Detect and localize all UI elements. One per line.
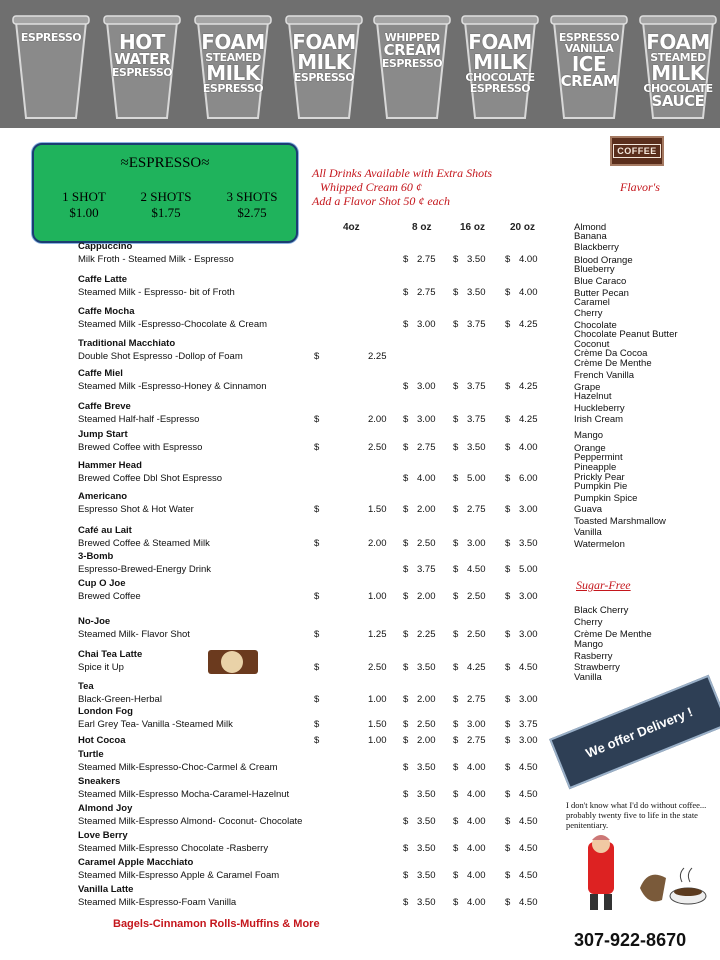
price-p20: 4.25 <box>519 319 538 330</box>
price-p20: 3.75 <box>519 719 538 730</box>
flavor-item: Peppermint <box>574 452 623 463</box>
price-currency: $ <box>403 816 409 827</box>
menu-item-name: Almond Joy <box>78 803 133 814</box>
price-currency: $ <box>403 591 409 602</box>
menu-item-desc: Double Shot Espresso -Dollop of Foam <box>78 351 243 362</box>
price-p8: 3.50 <box>417 870 436 881</box>
latte-art-photo <box>208 650 258 674</box>
price-p16: 3.50 <box>467 254 486 265</box>
cup-word: MILK <box>297 50 351 74</box>
price-currency: $ <box>505 694 511 705</box>
price-p8: 3.50 <box>417 843 436 854</box>
cup-word: MILK <box>651 61 705 85</box>
flavor-item: Guava <box>574 504 602 515</box>
flavor-item: French Vanilla <box>574 370 635 381</box>
price-p16: 4.25 <box>467 662 486 673</box>
price-currency: $ <box>314 414 320 425</box>
price-p4: 2.00 <box>368 414 387 425</box>
menu-item-desc: Brewed Coffee with Espresso <box>78 442 203 453</box>
price-currency: $ <box>505 473 511 484</box>
delivery-banner: We offer Delivery ! <box>549 675 720 790</box>
flavor-item: Orange <box>574 443 606 454</box>
menu-item-desc: Steamed Half-half -Espresso <box>78 414 200 425</box>
price-p20: 5.00 <box>519 564 538 575</box>
price-currency: $ <box>314 629 320 640</box>
price-currency: $ <box>453 442 459 453</box>
price-p20: 4.00 <box>519 287 538 298</box>
cup-word: MILK <box>473 50 527 74</box>
price-p16: 3.75 <box>467 319 486 330</box>
price-currency: $ <box>453 762 459 773</box>
espresso-shot-3: 3 SHOTS $2.75 <box>226 189 278 220</box>
banner-cup <box>12 14 90 122</box>
flavor-item: Blackberry <box>574 242 619 253</box>
flavor-item: Huckleberry <box>574 403 625 414</box>
flavor-item: Caramel <box>574 297 610 308</box>
flavor-item: Pumpkin Spice <box>574 493 638 504</box>
price-p20: 4.50 <box>519 816 538 827</box>
price-currency: $ <box>505 762 511 773</box>
price-currency: $ <box>505 591 511 602</box>
price-currency: $ <box>505 254 511 265</box>
price-currency: $ <box>505 381 511 392</box>
price-p4: 2.00 <box>368 538 387 549</box>
flavor-item: Blueberry <box>574 264 615 275</box>
price-currency: $ <box>505 629 511 640</box>
price-p16: 4.00 <box>467 789 486 800</box>
price-p16: 4.00 <box>467 816 486 827</box>
price-currency: $ <box>403 843 409 854</box>
banner-cup <box>639 14 717 122</box>
phone-number: 307-922-8670 <box>574 930 687 950</box>
menu-item-name: Turtle <box>78 749 104 760</box>
banner-cup <box>285 14 363 122</box>
cup-word: ESPRESSO <box>381 57 443 70</box>
price-currency: $ <box>403 414 409 425</box>
col-16oz: 16 oz <box>460 222 486 233</box>
price-p8: 2.25 <box>417 629 436 640</box>
price-currency: $ <box>453 473 459 484</box>
flavor-item: Pineapple <box>574 462 617 473</box>
col-4oz: 4oz <box>343 222 360 233</box>
menu-item-name: Café au Lait <box>78 525 132 536</box>
flavor-item: Chocolate <box>574 320 617 331</box>
cup-word: ESPRESSO <box>20 31 82 44</box>
price-p20: 4.50 <box>519 843 538 854</box>
cup-word: VANILLA <box>564 42 614 55</box>
espresso-price-box <box>32 143 298 243</box>
price-currency: $ <box>403 735 409 746</box>
price-currency: $ <box>314 351 320 362</box>
menu-item-name: Love Berry <box>78 830 128 841</box>
coffee-quote: I don't know what I'd do without coffee... probably twenty five to life in the state penitentiary. <box>566 800 707 830</box>
price-p8: 2.75 <box>417 254 436 265</box>
price-p20: 4.50 <box>519 662 538 673</box>
price-p8: 3.50 <box>417 789 436 800</box>
menu-item-name: Caffe Miel <box>78 368 123 379</box>
banner-cup <box>194 14 272 122</box>
price-p4: 2.50 <box>368 662 387 673</box>
espresso-shot-1: 1 SHOT $1.00 <box>62 189 106 220</box>
menu-item-desc: Steamed Milk-Espresso Apple & Caramel Foam <box>78 870 280 881</box>
price-currency: $ <box>403 870 409 881</box>
sugar-free-title: Sugar-Free <box>576 578 631 592</box>
price-p16: 4.00 <box>467 762 486 773</box>
price-currency: $ <box>505 414 511 425</box>
price-currency: $ <box>453 897 459 908</box>
menu-item-name: 3-Bomb <box>78 551 114 562</box>
price-currency: $ <box>505 538 511 549</box>
price-p16: 2.75 <box>467 504 486 515</box>
menu-item-name: Jump Start <box>78 429 128 440</box>
sugar-free-item: Mango <box>574 639 604 650</box>
price-currency: $ <box>403 564 409 575</box>
menu-item-desc: Brewed Coffee Dbl Shot Espresso <box>78 473 222 484</box>
flavor-item: Almond <box>574 222 607 233</box>
price-currency: $ <box>505 504 511 515</box>
menu-item-name: Chai Tea Latte <box>78 649 143 660</box>
menu-item-desc: Steamed Milk- Flavor Shot <box>78 629 190 640</box>
price-p20: 3.00 <box>519 694 538 705</box>
price-p4: 1.50 <box>368 504 387 515</box>
price-currency: $ <box>314 591 320 602</box>
menu-item-name: Hot Cocoa <box>78 735 126 746</box>
price-p8: 2.00 <box>417 591 436 602</box>
price-currency: $ <box>403 442 409 453</box>
flavor-item: Hazelnut <box>574 391 612 402</box>
flavor-item: Butter Pecan <box>574 288 629 299</box>
cup-word: FOAM <box>292 30 356 54</box>
price-p8: 3.75 <box>417 564 436 575</box>
price-currency: $ <box>505 789 511 800</box>
price-currency: $ <box>453 816 459 827</box>
price-currency: $ <box>403 762 409 773</box>
price-p16: 3.75 <box>467 381 486 392</box>
espresso-shot-2: 2 SHOTS $1.75 <box>140 189 192 220</box>
price-p8: 3.50 <box>417 816 436 827</box>
cup-word: FOAM <box>646 30 710 54</box>
price-p16: 3.75 <box>467 414 486 425</box>
price-p20: 4.50 <box>519 789 538 800</box>
price-currency: $ <box>403 504 409 515</box>
menu-item-name: Caffe Mocha <box>78 306 135 317</box>
flavors-title: Flavor's <box>620 180 660 194</box>
flavor-item: Crème Da Cocoa <box>574 348 648 359</box>
price-currency: $ <box>403 473 409 484</box>
price-p4: 1.50 <box>368 719 387 730</box>
price-currency: $ <box>453 789 459 800</box>
price-currency: $ <box>505 287 511 298</box>
cup-word: HOT <box>119 30 165 54</box>
menu-item-name: Tea <box>78 681 94 692</box>
flavor-item: Irish Cream <box>574 414 624 425</box>
menu-item-desc: Black-Green-Herbal <box>78 694 162 705</box>
price-p20: 6.00 <box>519 473 538 484</box>
price-currency: $ <box>403 662 409 673</box>
price-p16: 3.50 <box>467 287 486 298</box>
flavor-item: Cherry <box>574 308 603 319</box>
flavor-item: Vanilla <box>574 527 602 538</box>
cup-word: ESPRESSO <box>558 31 620 44</box>
cup-word: ESPRESSO <box>293 71 355 84</box>
flavor-item: Banana <box>574 231 607 242</box>
sugar-free-item: Rasberry <box>574 651 613 662</box>
price-currency: $ <box>403 254 409 265</box>
menu-item-desc: Espresso-Brewed-Energy Drink <box>78 564 212 575</box>
sugar-free-item: Strawberry <box>574 662 620 673</box>
price-p4: 1.00 <box>368 591 387 602</box>
menu-item-name: Traditional Macchiato <box>78 338 176 349</box>
espresso-title: ≈ESPRESSO≈ <box>120 155 210 171</box>
price-p8: 2.75 <box>417 287 436 298</box>
price-p16: 2.50 <box>467 591 486 602</box>
price-currency: $ <box>403 694 409 705</box>
price-currency: $ <box>453 504 459 515</box>
coffee-cartoon-illustration <box>570 834 710 912</box>
price-p20: 4.00 <box>519 442 538 453</box>
menu-item-desc: Brewed Coffee & Steamed Milk <box>78 538 210 549</box>
price-currency: $ <box>403 538 409 549</box>
price-currency: $ <box>505 897 511 908</box>
price-currency: $ <box>505 719 511 730</box>
cup-word: WATER <box>114 50 170 68</box>
banner-cup <box>461 14 539 122</box>
flavor-item: Coconut <box>574 339 610 350</box>
price-currency: $ <box>505 843 511 854</box>
cup-word: SAUCE <box>651 92 705 110</box>
menu-item-desc: Brewed Coffee <box>78 591 141 602</box>
price-currency: $ <box>453 870 459 881</box>
price-p16: 3.00 <box>467 719 486 730</box>
price-p20: 4.50 <box>519 897 538 908</box>
price-p20: 4.50 <box>519 870 538 881</box>
price-currency: $ <box>314 694 320 705</box>
cup-word: ESPRESSO <box>202 82 264 95</box>
price-currency: $ <box>403 789 409 800</box>
price-p4: 1.00 <box>368 735 387 746</box>
price-p16: 4.00 <box>467 897 486 908</box>
cup-word: STEAMED <box>205 51 261 64</box>
menu-item-name: Sneakers <box>78 776 121 787</box>
price-p8: 3.00 <box>417 414 436 425</box>
col-20oz: 20 oz <box>510 222 536 233</box>
menu-item-desc: Steamed Milk -Espresso-Chocolate & Cream <box>78 319 268 330</box>
price-currency: $ <box>314 538 320 549</box>
price-p16: 5.00 <box>467 473 486 484</box>
price-p16: 2.75 <box>467 735 486 746</box>
flavor-item: Chocolate Peanut Butter <box>574 329 678 340</box>
price-currency: $ <box>314 735 320 746</box>
price-currency: $ <box>453 629 459 640</box>
menu-item-desc: Spice it Up <box>78 662 124 673</box>
cup-word: CHOCOLATE <box>465 71 535 84</box>
price-p4: 2.25 <box>368 351 387 362</box>
price-p8: 2.75 <box>417 442 436 453</box>
cup-word: CHOCOLATE <box>643 82 713 95</box>
extras-note: All Drinks Available with Extra Shots Whipped Cream 60 ¢ Add a Flavor Shot 50 ¢ each <box>312 166 493 208</box>
price-currency: $ <box>314 662 320 673</box>
price-p8: 2.50 <box>417 538 436 549</box>
price-currency: $ <box>403 319 409 330</box>
flavor-item: Toasted Marshmallow <box>574 516 666 527</box>
price-currency: $ <box>453 414 459 425</box>
sugar-free-item: Vanilla <box>574 672 602 683</box>
price-currency: $ <box>505 442 511 453</box>
price-currency: $ <box>453 694 459 705</box>
menu-item-desc: Earl Grey Tea- Vanilla -Steamed Milk <box>78 719 233 730</box>
price-p8: 3.50 <box>417 662 436 673</box>
price-p20: 3.00 <box>519 735 538 746</box>
menu-item-desc: Milk Froth - Steamed Milk - Espresso <box>78 254 234 265</box>
menu-item-desc: Steamed Milk-Espresso Mocha-Caramel-Hazelnut <box>78 789 290 800</box>
flavor-item: Blue Caraco <box>574 276 627 287</box>
menu-item-name: Vanilla Latte <box>78 884 134 895</box>
price-currency: $ <box>505 870 511 881</box>
menu-item-name: Cappuccino <box>78 241 133 252</box>
price-currency: $ <box>453 287 459 298</box>
price-p8: 3.00 <box>417 381 436 392</box>
menu-item-name: Cup O Joe <box>78 578 126 589</box>
price-p4: 2.50 <box>368 442 387 453</box>
price-currency: $ <box>453 381 459 392</box>
menu-item-desc: Steamed Milk-Espresso-Choc-Carmel & Cream <box>78 762 278 773</box>
cups-banner <box>0 0 720 128</box>
cup-word: CREAM <box>383 41 441 59</box>
price-p8: 2.00 <box>417 504 436 515</box>
menu-item-name: Caffe Breve <box>78 401 131 412</box>
price-currency: $ <box>505 319 511 330</box>
menu-item-name: Caffe Latte <box>78 274 128 285</box>
banner-cup <box>550 14 628 122</box>
price-currency: $ <box>453 591 459 602</box>
menu-item-name: Americano <box>78 491 128 502</box>
flavor-item: Blood Orange <box>574 255 633 266</box>
menu-item-name: Caramel Apple Macchiato <box>78 857 194 868</box>
price-currency: $ <box>453 254 459 265</box>
price-currency: $ <box>403 381 409 392</box>
cup-word: ICE <box>571 52 607 76</box>
price-p16: 4.00 <box>467 870 486 881</box>
price-p20: 3.00 <box>519 504 538 515</box>
price-p4: 1.25 <box>368 629 387 640</box>
price-currency: $ <box>314 442 320 453</box>
price-currency: $ <box>314 504 320 515</box>
price-p8: 3.00 <box>417 319 436 330</box>
menu-item-desc: Steamed Milk-Espresso-Foam Vanilla <box>78 897 237 908</box>
price-p16: 2.75 <box>467 694 486 705</box>
price-currency: $ <box>505 735 511 746</box>
banner-cup <box>103 14 181 122</box>
col-8oz: 8 oz <box>412 222 432 233</box>
price-currency: $ <box>505 662 511 673</box>
price-p16: 2.50 <box>467 629 486 640</box>
price-currency: $ <box>505 564 511 575</box>
price-p16: 3.50 <box>467 442 486 453</box>
cup-word: MILK <box>206 61 260 85</box>
sugar-free-item: Cherry <box>574 617 603 628</box>
price-currency: $ <box>505 816 511 827</box>
menu-item-desc: Steamed Milk-Espresso Chocolate -Rasberry <box>78 843 269 854</box>
price-p16: 4.50 <box>467 564 486 575</box>
banner-cup <box>373 14 451 122</box>
price-currency: $ <box>453 843 459 854</box>
price-p8: 3.50 <box>417 762 436 773</box>
price-p4: 1.00 <box>368 694 387 705</box>
menu-item-desc: Steamed Milk -Espresso-Honey & Cinnamon <box>78 381 267 392</box>
cup-word: FOAM <box>201 30 265 54</box>
price-currency: $ <box>453 538 459 549</box>
price-currency: $ <box>453 662 459 673</box>
price-currency: $ <box>453 564 459 575</box>
price-p20: 3.00 <box>519 591 538 602</box>
cup-word: WHIPPED <box>384 31 440 44</box>
menu-item-name: London Fog <box>78 706 133 717</box>
flavor-item: Mango <box>574 430 604 441</box>
menu-item-name: No-Joe <box>78 616 111 627</box>
price-p20: 4.25 <box>519 381 538 392</box>
cup-word: ESPRESSO <box>469 82 531 95</box>
price-p8: 2.50 <box>417 719 436 730</box>
price-currency: $ <box>403 287 409 298</box>
price-currency: $ <box>314 719 320 730</box>
price-p16: 3.00 <box>467 538 486 549</box>
menu-item-desc: Steamed Milk-Espresso Almond- Coconut- Chocolate <box>78 816 303 827</box>
flavor-item: Crème De Menthe <box>574 358 652 369</box>
coffee-sign-logo: COFFEE <box>610 136 664 166</box>
price-p20: 3.50 <box>519 538 538 549</box>
sugar-free-item: Crème De Menthe <box>574 629 652 640</box>
price-currency: $ <box>403 629 409 640</box>
price-p8: 4.00 <box>417 473 436 484</box>
cup-word: CREAM <box>560 72 618 90</box>
menu-item-desc: Espresso Shot & Hot Water <box>78 504 194 515</box>
price-p16: 4.00 <box>467 843 486 854</box>
price-p20: 4.25 <box>519 414 538 425</box>
price-p20: 3.00 <box>519 629 538 640</box>
price-currency: $ <box>453 719 459 730</box>
cup-word: STEAMED <box>650 51 706 64</box>
flavor-item: Grape <box>574 382 601 393</box>
menu-item-desc: Steamed Milk - Espresso- bit of Froth <box>78 287 235 298</box>
sugar-free-item: Black Cherry <box>574 605 629 616</box>
cup-word: ESPRESSO <box>111 66 173 79</box>
price-currency: $ <box>453 735 459 746</box>
flavor-item: Pumpkin Pie <box>574 481 628 492</box>
price-currency: $ <box>403 719 409 730</box>
price-p8: 2.00 <box>417 735 436 746</box>
cup-word: FOAM <box>468 30 532 54</box>
flavor-item: Prickly Pear <box>574 472 625 483</box>
price-p8: 3.50 <box>417 897 436 908</box>
price-p8: 2.00 <box>417 694 436 705</box>
price-p20: 4.50 <box>519 762 538 773</box>
menu-item-name: Hammer Head <box>78 460 142 471</box>
bagels-note: Bagels-Cinnamon Rolls-Muffins & More <box>113 918 320 930</box>
flavor-item: Watermelon <box>574 539 625 550</box>
price-currency: $ <box>403 897 409 908</box>
price-currency: $ <box>453 319 459 330</box>
price-p20: 4.00 <box>519 254 538 265</box>
